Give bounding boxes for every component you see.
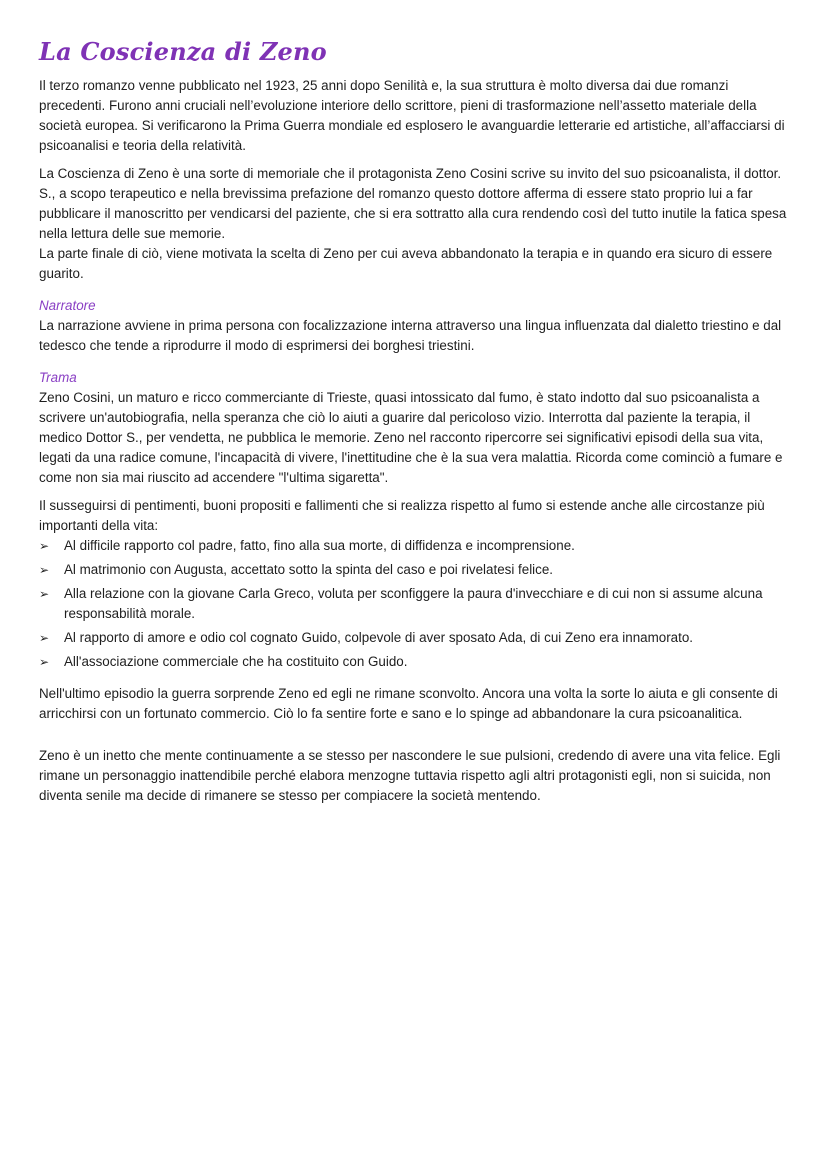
page-title: La Coscienza di Zeno [39,37,327,66]
intro-paragraph: Il terzo romanzo venne pubblicato nel 1923, 25 anni dopo Senilità e, la sua struttura è molto diversa dai due romanzi precedenti. Furono anni cruciali nell’evoluzione interiore dello scrittore, pieni di trasformazione nell’assetto materiale della società europea. Si verificarono la Prima Guerra mondiale ed esplosero le avanguardie letterarie ed artistiche, all’affacciarsi di psicoanalisi e teoria della relatività. [39,78,785,153]
ultimo-episodio-paragraph: Nell'ultimo episodio la guerra sorprende Zeno ed egli ne rimane sconvolto. Ancora una volta la sorte lo aiuta e gli consente di arricchirsi con un fortunato commercio. Ciò lo fa sentire forte e sano e lo spinge ad abbandonare la cura psicoanalitica. [39,686,778,721]
arrow-bullet-icon: ➢ [39,587,50,601]
arrow-bullet-icon: ➢ [39,655,50,669]
section-heading-trama: Trama [39,370,77,385]
list-item-text: Alla relazione con la giovane Carla Greco, voluta per sconfiggere la paura d'invecchiare e di cui non si assume alcuna responsabilità morale. [64,586,763,621]
description-paragraph-2: La parte finale di ciò, viene motivata la scelta di Zeno per cui aveva abbandonato la terapia e in quando era sicuro di essere guarito. [39,246,773,281]
list-item [39,628,791,648]
list-item-text: Al matrimonio con Augusta, accettato sotto la spinta del caso e poi rivelatesi felice. [64,562,554,577]
list-item [39,560,791,580]
list-item-text: All'associazione commerciale che ha costituito con Guido. [64,654,408,669]
narratore-paragraph: La narrazione avviene in prima persona con focalizzazione interna attraverso una lingua influenzata dal dialetto triestino e dal tedesco che tende a riprodurre il modo di esprimersi dei borghesi triestini. [39,318,782,353]
list-item [39,536,791,556]
list-item [39,652,791,672]
episodes-list [39,536,791,672]
list-item-text: Al difficile rapporto col padre, fatto, fino alla sua morte, di diffidenza e incomprensione. [64,538,575,553]
description-paragraph-1: La Coscienza di Zeno è una sorte di memoriale che il protagonista Zeno Cosini scrive su invito del suo psicoanalista, il dottor. S., a scopo terapeutico e nella brevissima prefazione del romanzo questo dottore afferma di essere stato proprio lui a far pubblicare il manoscritto per vendicarsi del paziente, che si era sottratto alla cura rendendo così del tutto inutile la fatica spesa nella lettura delle sue memorie. [39,166,787,241]
arrow-bullet-icon: ➢ [39,563,50,577]
document-page [39,36,791,806]
arrow-bullet-icon: ➢ [39,539,50,553]
section-heading-narratore: Narratore [39,298,96,313]
list-item-text: Al rapporto di amore e odio col cognato Guido, colpevole di aver sposato Ada, di cui Zeno era innamorato. [64,630,693,645]
arrow-bullet-icon: ➢ [39,631,50,645]
list-item [39,584,791,624]
pentimenti-intro-paragraph: Il susseguirsi di pentimenti, buoni propositi e fallimenti che si realizza rispetto al fumo si estende anche alle circostanze più importanti della vita: [39,498,765,533]
trama-paragraph: Zeno Cosini, un maturo e ricco commerciante di Trieste, quasi intossicato dal fumo, è stato indotto dal suo psicoanalista a scrivere un'autobiografia, nella speranza che ciò lo aiuti a guarire dal pericoloso vizio. Interrotta dal paziente la terapia, il medico Dottor S., per vendetta, ne pubblica le memorie. Zeno nel racconto ripercorre sei significativi episodi della sua vita, legati da una radice comune, l'incapacità di vivere, l'inettitudine che è la sua vera malattia. Ricorda come cominciò a fumare e come non sia mai riuscito ad accendere "l'ultima sigaretta". [39,390,783,485]
conclusione-paragraph: Zeno è un inetto che mente continuamente a se stesso per nascondere le sue pulsioni, credendo di avere una vita felice. Egli rimane un personaggio inattendibile perché elabora menzogne tuttavia rispetto agli altri protagonisti egli, non si suicida, non diventa senile ma decide di rimanere se stesso per compiacere la società mentendo. [39,748,781,803]
